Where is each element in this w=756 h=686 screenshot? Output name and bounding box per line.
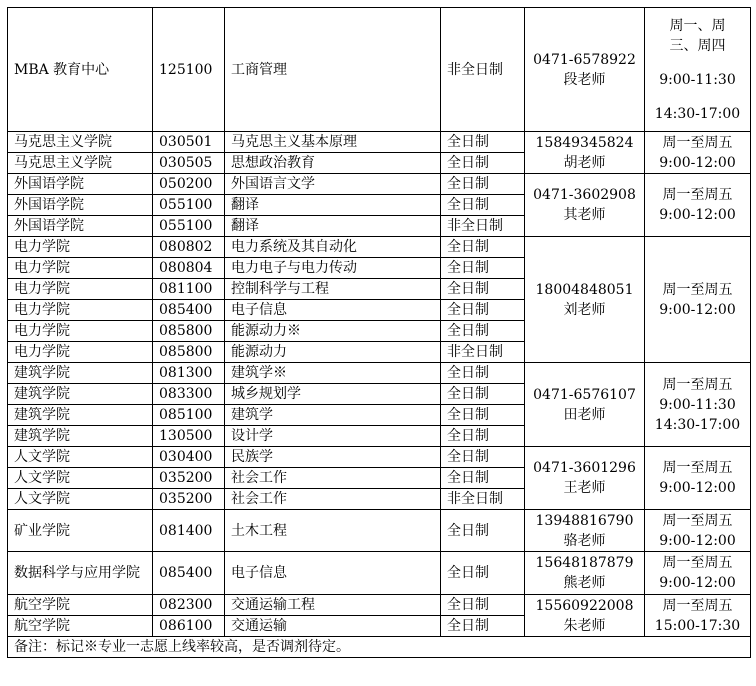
contact-person: 熊老师 xyxy=(563,575,606,591)
contact-cell xyxy=(525,510,645,552)
study-mode-cell: 全日制 xyxy=(441,153,525,174)
footnote: 备注：标记※专业一志愿上线率较高，是否调剂待定。 xyxy=(8,637,751,658)
contact-person: 王老师 xyxy=(563,480,606,496)
contact-phone: 0471-6576107 xyxy=(533,386,636,403)
major-cell: 交通运输工程 xyxy=(225,595,441,616)
contact-cell xyxy=(525,363,645,447)
major-cell: 电子信息 xyxy=(225,552,441,595)
college-cell: 电力学院 xyxy=(8,300,153,321)
contact-person: 刘老师 xyxy=(563,301,606,318)
code-cell: 050200 xyxy=(153,174,225,195)
office-time: 9:00-11:30 xyxy=(659,396,736,413)
code-cell: 035200 xyxy=(153,489,225,510)
college-cell: 电力学院 xyxy=(8,342,153,363)
college-cell: 人文学院 xyxy=(8,447,153,468)
office-hours-cell xyxy=(645,174,751,237)
contact-cell xyxy=(525,237,645,363)
office-time: 14:30-17:00 xyxy=(654,105,741,122)
contact-cell xyxy=(525,174,645,237)
college-cell: MBA 教育中心 xyxy=(8,8,153,132)
code-cell: 030505 xyxy=(153,153,225,174)
major-cell: 翻译 xyxy=(225,195,441,216)
major-cell: 建筑学※ xyxy=(225,363,441,384)
study-mode-cell: 全日制 xyxy=(441,447,525,468)
major-cell: 城乡规划学 xyxy=(225,384,441,405)
office-time: 9:00-12:00 xyxy=(659,154,736,171)
office-days: 周一至周五 xyxy=(662,281,733,298)
table-row xyxy=(8,237,751,258)
study-mode-cell: 全日制 xyxy=(441,468,525,489)
code-cell: 080802 xyxy=(153,237,225,258)
footnote-row xyxy=(8,637,751,658)
contact-person: 骆老师 xyxy=(563,532,606,549)
code-cell: 130500 xyxy=(153,426,225,447)
contact-cell xyxy=(525,595,645,637)
table-row xyxy=(8,132,751,153)
code-cell: 125100 xyxy=(153,8,225,132)
code-cell: 082300 xyxy=(153,595,225,616)
code-cell: 086100 xyxy=(153,616,225,637)
code-cell: 085800 xyxy=(153,342,225,363)
major-cell: 社会工作 xyxy=(225,468,441,489)
contact-phone: 0471-3601296 xyxy=(533,460,636,476)
code-cell: 081100 xyxy=(153,279,225,300)
contact-cell xyxy=(525,447,645,510)
table-row xyxy=(8,174,751,195)
study-mode-cell: 全日制 xyxy=(441,279,525,300)
college-cell: 数据科学与应用学院 xyxy=(8,552,153,595)
college-cell: 建筑学院 xyxy=(8,363,153,384)
study-mode-cell: 全日制 xyxy=(441,174,525,195)
table-row xyxy=(8,552,751,595)
office-hours-cell xyxy=(645,363,751,447)
study-mode-cell: 非全日制 xyxy=(441,489,525,510)
contact-person: 田老师 xyxy=(563,406,606,423)
study-mode-cell: 非全日制 xyxy=(441,8,525,132)
code-cell: 035200 xyxy=(153,468,225,489)
college-cell: 电力学院 xyxy=(8,258,153,279)
major-cell: 电子信息 xyxy=(225,300,441,321)
office-time: 14:30-17:00 xyxy=(654,416,741,433)
office-hours-cell xyxy=(645,595,751,637)
code-cell: 030501 xyxy=(153,132,225,153)
college-cell: 外国语学院 xyxy=(8,174,153,195)
study-mode-cell: 全日制 xyxy=(441,237,525,258)
college-cell: 电力学院 xyxy=(8,321,153,342)
contact-person: 朱老师 xyxy=(563,617,606,634)
major-cell: 土木工程 xyxy=(225,510,441,552)
table-body xyxy=(8,8,751,658)
contact-phone: 0471-6578922 xyxy=(533,51,636,68)
major-cell: 建筑学 xyxy=(225,405,441,426)
contact-phone: 18004848051 xyxy=(535,281,634,298)
study-mode-cell: 全日制 xyxy=(441,616,525,637)
study-mode-cell: 全日制 xyxy=(441,384,525,405)
major-cell: 工商管理 xyxy=(225,8,441,132)
table-row xyxy=(8,595,751,616)
office-days: 周一至周五 xyxy=(662,376,733,393)
college-cell: 航空学院 xyxy=(8,595,153,616)
office-time: 9:00-12:00 xyxy=(659,480,736,496)
office-time: 9:00-12:00 xyxy=(659,532,736,549)
study-mode-cell: 全日制 xyxy=(441,195,525,216)
study-mode-cell: 全日制 xyxy=(441,132,525,153)
table-row xyxy=(8,8,751,132)
study-mode-cell: 全日制 xyxy=(441,321,525,342)
study-mode-cell: 非全日制 xyxy=(441,342,525,363)
college-cell: 建筑学院 xyxy=(8,405,153,426)
major-cell: 外国语言文学 xyxy=(225,174,441,195)
study-mode-cell: 全日制 xyxy=(441,552,525,595)
college-cell: 人文学院 xyxy=(8,468,153,489)
college-cell: 电力学院 xyxy=(8,279,153,300)
major-cell: 电力电子与电力传动 xyxy=(225,258,441,279)
college-cell: 外国语学院 xyxy=(8,195,153,216)
code-cell: 081300 xyxy=(153,363,225,384)
code-cell: 080804 xyxy=(153,258,225,279)
major-cell: 马克思主义基本原理 xyxy=(225,132,441,153)
major-cell: 能源动力 xyxy=(225,342,441,363)
office-hours-cell xyxy=(645,132,751,174)
code-cell: 085400 xyxy=(153,300,225,321)
contact-phone: 15849345824 xyxy=(535,134,634,151)
college-cell: 外国语学院 xyxy=(8,216,153,237)
college-cell: 航空学院 xyxy=(8,616,153,637)
study-mode-cell: 全日制 xyxy=(441,595,525,616)
code-cell: 085100 xyxy=(153,405,225,426)
office-time: 15:00-17:30 xyxy=(654,617,741,634)
code-cell: 085800 xyxy=(153,321,225,342)
study-mode-cell: 全日制 xyxy=(441,258,525,279)
major-cell: 翻译 xyxy=(225,216,441,237)
office-days: 周一至周五 xyxy=(662,555,733,571)
major-cell: 设计学 xyxy=(225,426,441,447)
code-cell: 081400 xyxy=(153,510,225,552)
study-mode-cell: 全日制 xyxy=(441,426,525,447)
major-cell: 民族学 xyxy=(225,447,441,468)
college-cell: 人文学院 xyxy=(8,489,153,510)
contact-cell xyxy=(525,132,645,174)
office-hours-cell xyxy=(645,8,751,132)
table-row xyxy=(8,510,751,552)
study-mode-cell: 全日制 xyxy=(441,300,525,321)
office-days: 周一至周五 xyxy=(662,460,733,476)
college-cell: 马克思主义学院 xyxy=(8,132,153,153)
office-days: 周一至周五 xyxy=(662,597,733,614)
major-cell: 电力系统及其自动化 xyxy=(225,237,441,258)
office-hours-cell xyxy=(645,447,751,510)
major-cell: 思想政治教育 xyxy=(225,153,441,174)
contact-phone: 0471-3602908 xyxy=(533,187,636,203)
office-time: 9:00-12:00 xyxy=(659,575,736,591)
office-hours-cell xyxy=(645,510,751,552)
office-time: 9:00-12:00 xyxy=(659,207,736,223)
major-cell: 能源动力※ xyxy=(225,321,441,342)
study-mode-cell: 全日制 xyxy=(441,405,525,426)
major-cell: 交通运输 xyxy=(225,616,441,637)
office-time: 9:00-11:30 xyxy=(659,71,736,88)
code-cell: 083300 xyxy=(153,384,225,405)
office-hours-cell xyxy=(645,552,751,595)
contact-person: 胡老师 xyxy=(563,154,606,171)
major-cell: 社会工作 xyxy=(225,489,441,510)
study-mode-cell: 全日制 xyxy=(441,363,525,384)
code-cell: 030400 xyxy=(153,447,225,468)
contact-cell xyxy=(525,8,645,132)
contact-phone: 15648187879 xyxy=(535,555,634,571)
college-cell: 电力学院 xyxy=(8,237,153,258)
office-days: 周一至周五 xyxy=(662,187,733,203)
table-row xyxy=(8,363,751,384)
contact-person: 其老师 xyxy=(563,207,606,223)
office-time: 9:00-12:00 xyxy=(659,301,736,318)
code-cell: 055100 xyxy=(153,216,225,237)
office-days: 周一至周五 xyxy=(662,512,733,529)
office-days: 周一至周五 xyxy=(662,134,733,151)
major-cell: 控制科学与工程 xyxy=(225,279,441,300)
table-row xyxy=(8,447,751,468)
college-cell: 矿业学院 xyxy=(8,510,153,552)
college-cell: 马克思主义学院 xyxy=(8,153,153,174)
study-mode-cell: 全日制 xyxy=(441,510,525,552)
graduate-program-contact-table xyxy=(7,7,751,658)
contact-phone: 15560922008 xyxy=(535,597,634,614)
college-cell: 建筑学院 xyxy=(8,426,153,447)
contact-person: 段老师 xyxy=(563,71,606,88)
college-cell: 建筑学院 xyxy=(8,384,153,405)
study-mode-cell: 非全日制 xyxy=(441,216,525,237)
contact-cell xyxy=(525,552,645,595)
office-hours-cell xyxy=(645,237,751,363)
office-days: 周一、周三、周四 xyxy=(669,17,726,54)
contact-phone: 13948816790 xyxy=(535,512,634,529)
code-cell: 055100 xyxy=(153,195,225,216)
code-cell: 085400 xyxy=(153,552,225,595)
